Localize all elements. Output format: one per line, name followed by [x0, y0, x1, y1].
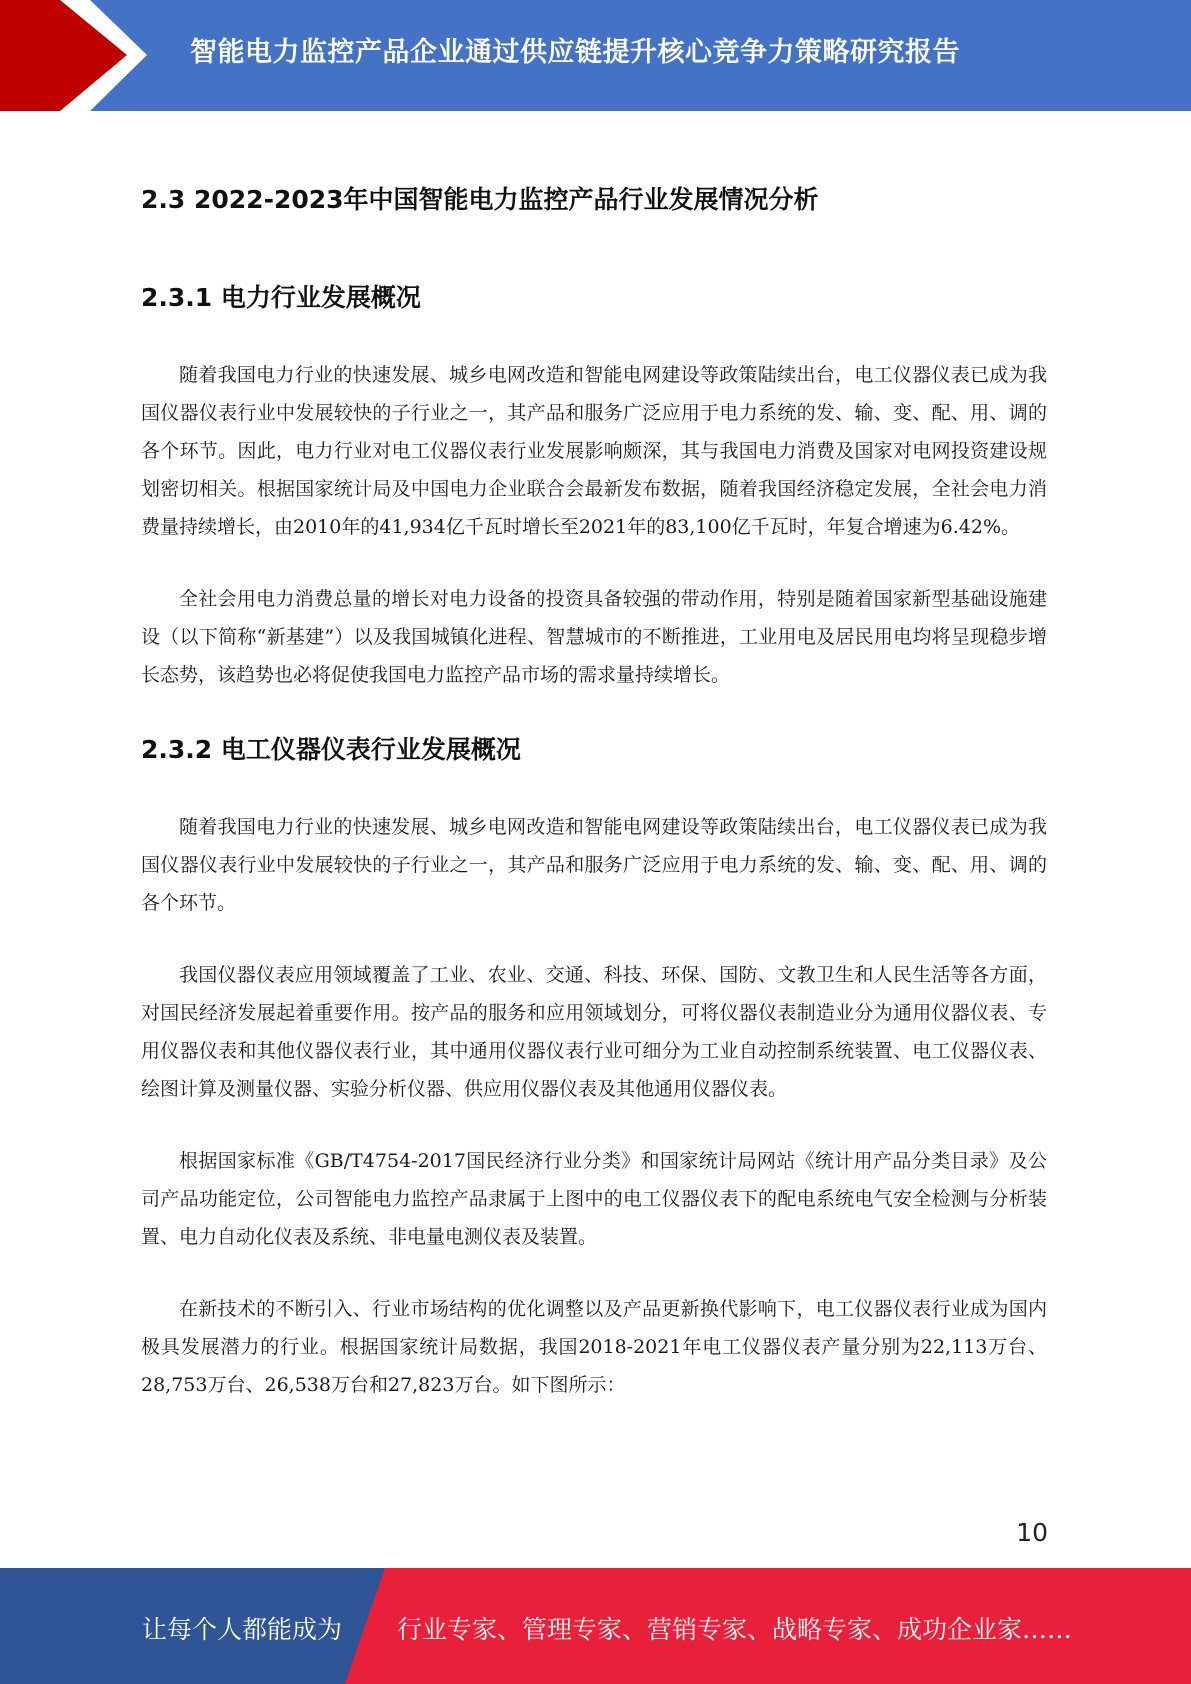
page-footer	[0, 1568, 1191, 1684]
section-2-3-2-heading: 2.3.2 电工仪器仪表行业发展概况	[141, 735, 521, 764]
paragraph: 随着我国电力行业的快速发展、城乡电网改造和智能电网建设等政策陆续出台，电工仪器仪表已成为我国仪器仪表行业中发展较快的子行业之一，其产品和服务广泛应用于电力系统的发、输、变、配、用、调的各个环节。	[141, 816, 1047, 914]
footer-slogan-left: 让每个人都能成为	[142, 1615, 343, 1644]
paragraph: 随着我国电力行业的快速发展、城乡电网改造和智能电网建设等政策陆续出台，电工仪器仪表已成为我国仪器仪表行业中发展较快的子行业之一，其产品和服务广泛应用于电力系统的发、输、变、配、用、调的各个环节。因此，电力行业对电工仪器仪表行业发展影响颇深，其与我国电力消费及国家对电网投资建设规划密切相关。根据国家统计局及中国电力企业联合会最新发布数据，随着我国经济稳定发展，全社会电力消费量持续增长，由2010年的41,934亿千瓦时增长至2021年的83,100亿千瓦时，年复合增速为6.42%。	[141, 364, 1047, 538]
paragraph: 我国仪器仪表应用领域覆盖了工业、农业、交通、科技、环保、国防、文教卫生和人民生活等各方面，对国民经济发展起着重要作用。按产品的服务和应用领域划分，可将仪器仪表制造业分为通用仪器仪表、专用仪器仪表和其他仪器仪表行业，其中通用仪器仪表行业可细分为工业自动控制系统装置、电工仪器仪表、绘图计算及测量仪器、实验分析仪器、供应用仪器仪表及其他通用仪器仪表。	[141, 964, 1047, 1100]
paragraph: 根据国家标准《GB/T4754-2017国民经济行业分类》和国家统计局网站《统计用产品分类目录》及公司产品功能定位，公司智能电力监控产品隶属于上图中的电工仪器仪表下的配电系统电气安全检测与分析装置、电力自动化仪表及系统、非电量电测仪表及装置。	[141, 1150, 1047, 1248]
paragraph: 在新技术的不断引入、行业市场结构的优化调整以及产品更新换代影响下，电工仪器仪表行业成为国内极具发展潜力的行业。根据国家统计局数据，我国2018-2021年电工仪器仪表产量分别为22,113万台、28,753万台、26,538万台和27,823万台。如下图所示：	[141, 1298, 1047, 1396]
page-number: 10	[1016, 1518, 1048, 1547]
section-2-3-heading: 2.3 2022-2023年中国智能电力监控产品行业发展情况分析	[141, 185, 819, 214]
main-content	[141, 180, 1047, 1404]
footer-slogan-right: 行业专家、管理专家、营销专家、战略专家、成功企业家……	[397, 1615, 1073, 1644]
report-title: 智能电力监控产品企业通过供应链提升核心竞争力策略研究报告	[190, 37, 960, 68]
section-2-3-1-heading: 2.3.1 电力行业发展概况	[141, 283, 421, 312]
page-header	[0, 0, 1191, 111]
paragraph: 全社会用电力消费总量的增长对电力设备的投资具备较强的带动作用，特别是随着国家新型基础设施建设（以下简称“新基建”）以及我国城镇化进程、智慧城市的不断推进，工业用电及居民用电均将呈现稳步增长态势，该趋势也必将促使我国电力监控产品市场的需求量持续增长。	[141, 588, 1047, 686]
